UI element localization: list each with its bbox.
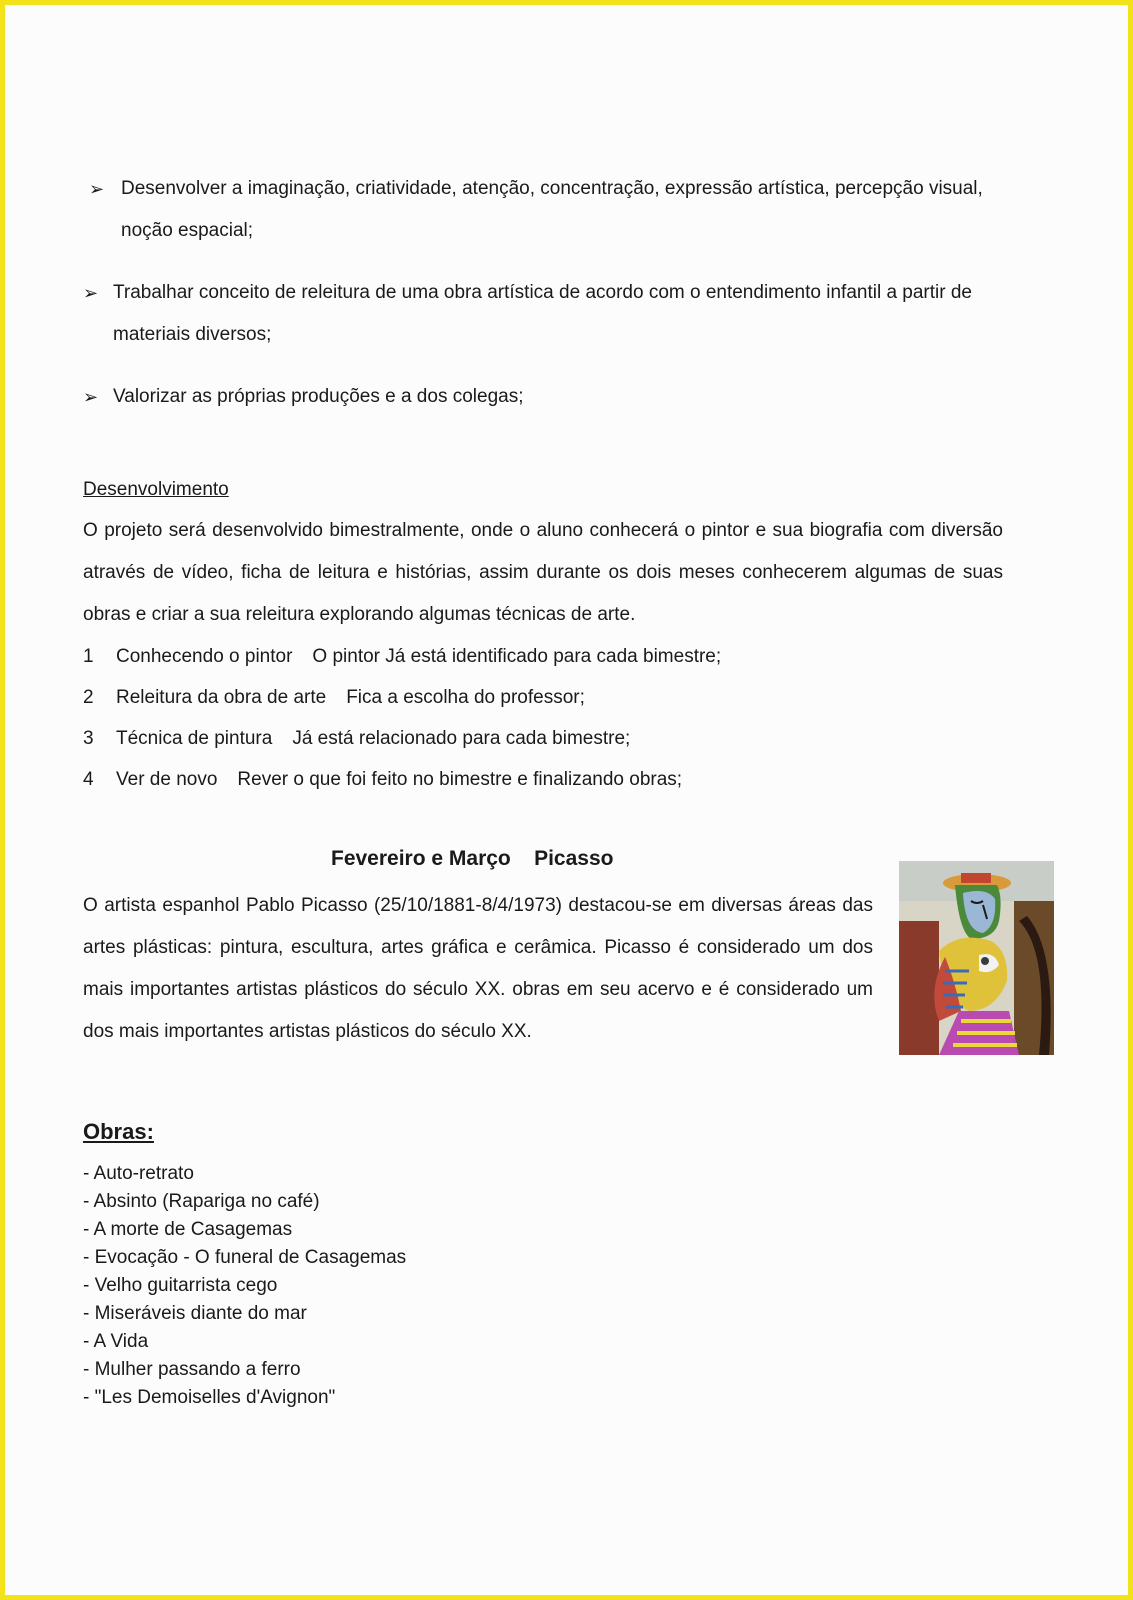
step-activity: Técnica de pintura (116, 728, 273, 749)
objective-item (83, 272, 1003, 356)
works-list-item: - Miseráveis diante do mar (83, 1303, 307, 1324)
step-item (83, 677, 1003, 718)
step-note: Fica a escolha do professor; (346, 687, 585, 708)
objective-item (83, 376, 1003, 418)
works-list-item: - "Les Demoiselles d'Avignon" (83, 1387, 336, 1408)
objective-text: Valorizar as próprias produções e a dos colegas; (113, 386, 524, 407)
works-list-item: - Velho guitarrista cego (83, 1275, 278, 1296)
step-activity: Releitura da obra de arte (116, 687, 327, 708)
step-note: Rever o que foi feito no bimestre e finalizando obras; (237, 769, 683, 790)
steps-list (83, 636, 1003, 800)
step-number: 2 (83, 687, 94, 708)
picasso-painting-image (899, 861, 1054, 1055)
works-list-item: - Evocação - O funeral de Casagemas (83, 1247, 407, 1268)
development-paragraph: O projeto será desenvolvido bimestralmente, onde o aluno conhecerá o pintor e sua biografia com diversão através de vídeo, ficha de leitura e histórias, assim durante os dois meses conhecerem algumas de suas obras e criar a sua releitura explorando algumas técnicas de arte. (83, 520, 1003, 625)
step-note: Já está relacionado para cada bimestre; (292, 728, 631, 749)
objective-text: Desenvolver a imaginação, criatividade, atenção, concentração, expressão artística, percepção visual, noção espacial; (121, 178, 983, 241)
painting-illustration (899, 861, 1054, 1055)
development-heading: Desenvolvimento (83, 479, 229, 500)
works-list (83, 1160, 406, 1412)
works-list-item: - Mulher passando a ferro (83, 1359, 301, 1380)
step-number: 3 (83, 728, 94, 749)
section-heading: Fevereiro e Março Picasso (331, 847, 614, 870)
step-number: 1 (83, 646, 94, 667)
works-list-item: - Absinto (Rapariga no café) (83, 1191, 320, 1212)
step-activity: Ver de novo (116, 769, 218, 790)
arrow-bullet-icon: ➢ (83, 283, 99, 303)
step-number: 4 (83, 769, 94, 790)
step-activity: Conhecendo o pintor (116, 646, 293, 667)
step-item (83, 718, 1003, 759)
arrow-bullet-icon: ➢ (89, 179, 105, 199)
development-section (83, 475, 1003, 800)
artist-biography: O artista espanhol Pablo Picasso (25/10/1881-8/4/1973) destacou-se em diversas áreas das artes plásticas: pintura, escultura, artes gráfica e cerâmica. Picasso é considerado um dos mais importantes artistas plásticos do século XX. obras em seu acervo e é considerado um dos mais importantes artistas plásticos do século XX. (83, 895, 873, 1042)
objective-text: Trabalhar conceito de releitura de uma obra artística de acordo com o entendimento infantil a partir de materiais diversos; (113, 282, 972, 345)
step-item (83, 759, 1003, 800)
step-item (83, 636, 1003, 677)
works-list-item: - Auto-retrato (83, 1163, 194, 1184)
works-list-item: - A Vida (83, 1331, 149, 1352)
works-heading: Obras: (83, 1119, 154, 1144)
objective-item (89, 168, 1003, 252)
arrow-bullet-icon: ➢ (83, 387, 99, 407)
objectives-list (83, 168, 1003, 438)
step-note: O pintor Já está identificado para cada bimestre; (312, 646, 722, 667)
works-list-item: - A morte de Casagemas (83, 1219, 293, 1240)
